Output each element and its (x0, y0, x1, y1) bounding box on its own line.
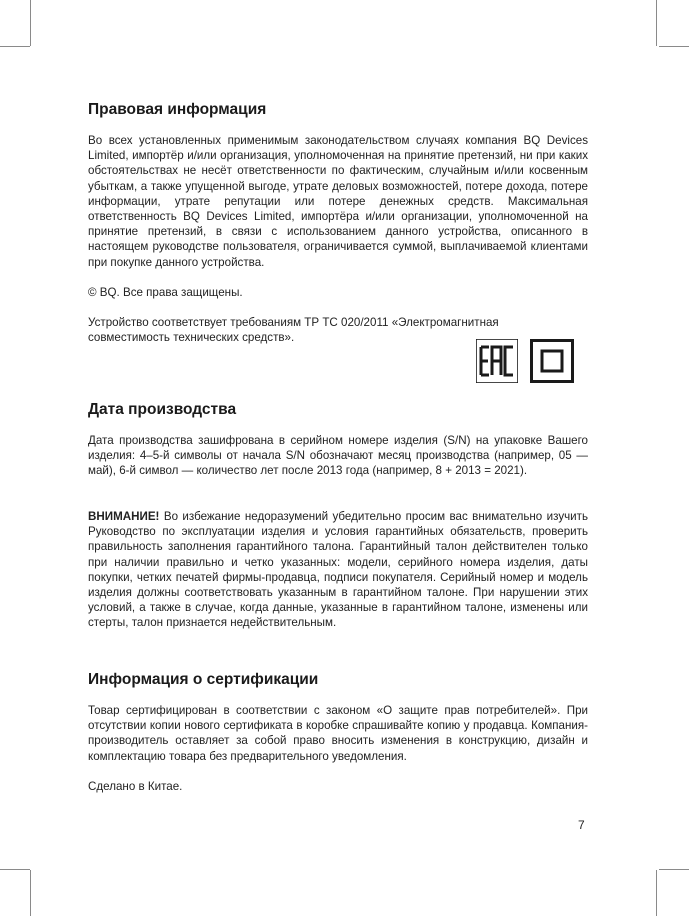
certification-heading: Информация о сертификации (88, 671, 319, 688)
legal-body: Во всех установленных применимым законодательством случаях компания BQ Devices Limited, импортёр и/или организация, уполномоченная на принятие претензий, ни при каких обстоятельствах не несёт ответственности по фактическим, случайным и/или косвенным убыткам, а также упущенной выгоде, утрате деловых возможностей, потере дохода, потере информации, утрате репутации или потере денежных средств. Максимальная ответственность BQ Devices Limited, импортёра и/или организации, уполномоченной на принятие претензий, в связи с использованием данного устройства, описанного в настоящем руководстве пользователя, ограничивается суммой, выплачиваемой клиентами при покупке данного устройства. (88, 134, 588, 269)
origin-text: Сделано в Китае. (88, 780, 183, 793)
crop-mark (656, 0, 657, 46)
page-number: 7 (578, 818, 585, 832)
compliance-text: Устройство соответствует требованиям ТР ТС 020/2011 «Электромагнитная совместимость технических средств». (88, 316, 499, 345)
copyright-text: © BQ. Все права защищены. (88, 286, 243, 299)
crop-mark (0, 46, 30, 47)
eac-mark-icon (476, 339, 518, 383)
crop-mark (0, 869, 30, 870)
warning-label: ВНИМАНИЕ! (88, 510, 160, 523)
crop-mark (659, 46, 689, 47)
crop-mark (30, 870, 31, 916)
warning-paragraph (88, 509, 588, 631)
production-date-heading: Дата производства (88, 401, 237, 418)
production-date-body: Дата производства зашифрована в серийном номере изделия (S/N) на упаковке Вашего изделия: 4–5-й символы от начала S/N обозначают месяц производства (например, 05 — май), 6-й символ — количество лет после 2013 года (например, 8 + 2013 = 2021). (88, 434, 588, 478)
legal-heading: Правовая информация (88, 101, 267, 118)
crop-mark (30, 0, 31, 46)
crop-mark (656, 870, 657, 916)
certification-body: Товар сертифицирован в соответствии с законом «О защите прав потребителей». При отсутствии копии нового сертификата в коробке спрашивайте копию у продавца. Компания-производитель оставляет за собой право вносить изменения в конструкцию, дизайн и комплектацию товара без предварительного уведомления. (88, 704, 588, 763)
double-insulation-icon (530, 339, 574, 383)
crop-mark (659, 869, 689, 870)
warning-text: Во избежание недоразумений убедительно просим вас внимательно изучить Руководство по эксплуатации изделия и условия гарантийных обязательств, проверить правильность заполнения гарантийного талона. Гарантийный талон действителен только при наличии правильно и четко указанных: модели, серийного номера изделия, даты покупки, четких печатей фирмы-продавца, подписи покупателя. Серийный номер и модель изделия должны соответствовать указанным в гарантийном талоне. При нарушении этих условий, а также в случае, когда данные, указанные в гарантийном талоне, изменены или стерты, талон признается недействительным. (88, 510, 588, 630)
